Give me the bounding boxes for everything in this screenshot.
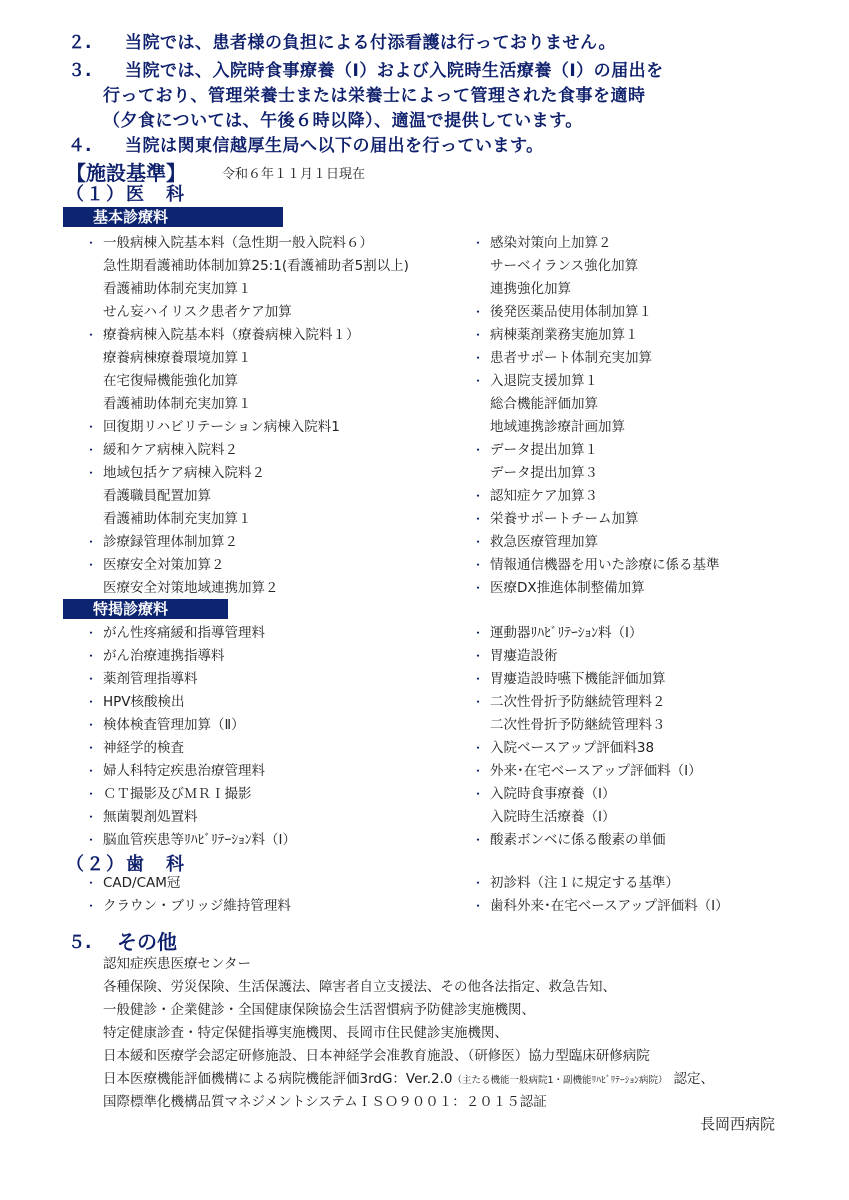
basic-left-item-text: 看護職員配置加算 <box>103 488 211 504</box>
other-line-1: 認知症疾患医療センター <box>103 956 251 972</box>
bullet-icon: ・ <box>472 374 485 388</box>
basic-left-item-text: 診療録管理体制加算２ <box>103 534 238 550</box>
bullet-icon: ・ <box>85 328 98 342</box>
basic-right-item-text: 栄養サポートチーム加算 <box>490 511 639 527</box>
special-left-item-text: HPV核酸検出 <box>103 694 185 710</box>
item3-line2: 行っており、管理栄養士または栄養士によって管理された食事を適時 <box>103 86 646 106</box>
basic-left-item-text: 地域包括ケア病棟入院料２ <box>103 465 265 481</box>
basic-right-item-text: 総合機能評価加算 <box>490 396 598 412</box>
special-left-item <box>85 760 465 783</box>
basic-left-item <box>85 462 465 485</box>
special-left-item-text: 神経学的検査 <box>103 740 184 756</box>
special-left-item-text: ＣＴ撮影及びＭＲＩ撮影 <box>103 786 252 802</box>
basic-right-item <box>472 232 832 255</box>
special-right-item <box>472 714 832 737</box>
special-right-list <box>472 622 832 852</box>
other-line-4: 特定健康診査・特定保健指導実施機関、長岡市住民健診実施機関、 <box>103 1025 508 1041</box>
special-right-item <box>472 737 832 760</box>
dental-left-item <box>85 872 465 895</box>
dental-left-item <box>85 895 465 918</box>
special-right-item <box>472 622 832 645</box>
bullet-icon: ・ <box>472 236 485 250</box>
other-line-5: 日本緩和医療学会認定研修施設、日本神経学会准教育施設、（研修医）協力型臨床研修病院 <box>103 1048 650 1064</box>
hospital-name: 長岡西病院 <box>700 1115 776 1133</box>
basic-left-item <box>85 255 465 278</box>
basic-left-item <box>85 278 465 301</box>
basic-right-item-text: 医療DX推進体制整備加算 <box>490 580 645 596</box>
bullet-icon: ・ <box>85 649 98 663</box>
basic-left-item <box>85 232 465 255</box>
bullet-icon: ・ <box>472 626 485 640</box>
basic-right-item-text: データ提出加算３ <box>490 465 598 481</box>
special-right-item-text: 運動器ﾘﾊﾋﾞﾘﾃｰｼｮﾝ料（Ⅰ） <box>490 625 643 641</box>
basic-left-item <box>85 531 465 554</box>
special-left-item-text: がん治療連携指導料 <box>103 648 225 664</box>
dental-right-item-text: 歯科外来･在宅ベースアップ評価料（Ⅰ） <box>490 898 729 914</box>
dental-right-list <box>472 872 832 918</box>
basic-right-item-text: 患者サポート体制充実加算 <box>490 350 652 366</box>
basic-left-item <box>85 554 465 577</box>
special-right-item-text: 外来･在宅ベースアップ評価料（Ⅰ） <box>490 763 702 779</box>
basic-left-item <box>85 439 465 462</box>
basic-left-item-text: 看護補助体制充実加算１ <box>103 396 252 412</box>
basic-right-item <box>472 370 832 393</box>
item2-text: 当院では、患者様の負担による付添看護は行っておりません。 <box>125 33 617 53</box>
bullet-icon: ・ <box>472 649 485 663</box>
bullet-icon: ・ <box>472 876 485 890</box>
special-right-item-text: 入院時食事療養（Ⅰ） <box>490 786 616 802</box>
basic-right-item <box>472 393 832 416</box>
bullet-icon: ・ <box>472 672 485 686</box>
basic-right-item-text: データ提出加算１ <box>490 442 598 458</box>
item3-line3: （夕食については、午後６時以降）、適温で提供しています。 <box>103 111 583 131</box>
item4-text: 当院は関東信越厚生局へ以下の届出を行っています。 <box>125 136 544 156</box>
basic-right-item-text: 地域連携診療計画加算 <box>490 419 625 435</box>
bullet-icon: ・ <box>85 420 98 434</box>
dental-left-list <box>85 872 465 918</box>
basic-left-item <box>85 347 465 370</box>
basic-left-list <box>85 232 465 600</box>
basic-right-list <box>472 232 832 600</box>
basic-left-item-text: 在宅復帰機能強化加算 <box>103 373 238 389</box>
special-left-item <box>85 645 465 668</box>
dental-left-item-text: CAD/CAM冠 <box>103 875 181 891</box>
special-left-item <box>85 783 465 806</box>
basic-left-item-text: 一般病棟入院基本料（急性期一般入院料６） <box>103 235 373 251</box>
basic-left-item-text: 医療安全対策加算２ <box>103 557 225 573</box>
special-right-item <box>472 668 832 691</box>
basic-right-item <box>472 554 832 577</box>
bullet-icon: ・ <box>472 764 485 778</box>
bullet-icon: ・ <box>472 787 485 801</box>
basic-right-item-text: 入退院支援加算１ <box>490 373 598 389</box>
other-line-6 <box>103 1067 714 1087</box>
item4-number: ４. <box>68 136 92 156</box>
bullet-icon: ・ <box>85 876 98 890</box>
basic-right-item <box>472 324 832 347</box>
basic-right-item <box>472 255 832 278</box>
bullet-icon: ・ <box>472 535 485 549</box>
jcqhc-note: （主たる機能一般病院1・副機能ﾘﾊﾋﾞﾘﾃｰｼｮﾝ病院） <box>452 1075 668 1086</box>
basic-right-item-text: サーベイランス強化加算 <box>490 258 639 274</box>
special-left-item-text: 脳血管疾患等ﾘﾊﾋﾞﾘﾃｰｼｮﾝ料（Ⅰ） <box>103 832 296 848</box>
special-right-item <box>472 783 832 806</box>
special-right-item-text: 胃瘻造設時嚥下機能評価加算 <box>490 671 666 687</box>
special-right-item <box>472 691 832 714</box>
special-left-list <box>85 622 465 852</box>
bullet-icon: ・ <box>85 741 98 755</box>
special-right-item-text: 二次性骨折予防継続管理料３ <box>490 717 666 733</box>
bullet-icon: ・ <box>85 833 98 847</box>
basic-left-item <box>85 393 465 416</box>
basic-right-item <box>472 301 832 324</box>
basic-left-item-text: 回復期リハビリテーション病棟入院料1 <box>103 419 340 435</box>
facility-standards-title: 【施設基準】 <box>66 161 186 185</box>
bullet-icon: ・ <box>472 695 485 709</box>
basic-left-item-text: 療養病棟療養環境加算１ <box>103 350 252 366</box>
basic-right-item <box>472 278 832 301</box>
other-title: その他 <box>117 930 177 954</box>
basic-right-item-text: 感染対策向上加算２ <box>490 235 612 251</box>
special-left-item <box>85 622 465 645</box>
facility-date: 令和６年１１月１日現在 <box>222 167 366 182</box>
special-left-item-text: 無菌製剤処置料 <box>103 809 198 825</box>
special-right-item <box>472 806 832 829</box>
bullet-icon: ・ <box>472 443 485 457</box>
dental-left-item-text: クラウン・ブリッジ維持管理料 <box>103 898 291 914</box>
basic-left-item-text: 看護補助体制充実加算１ <box>103 511 252 527</box>
item2-number: ２. <box>68 33 92 53</box>
bullet-icon: ・ <box>472 558 485 572</box>
bullet-icon: ・ <box>472 833 485 847</box>
basic-fees-band: 基本診療料 <box>63 207 283 227</box>
basic-right-item-text: 後発医薬品使用体制加算１ <box>490 304 652 320</box>
bullet-icon: ・ <box>85 899 98 913</box>
basic-right-item-text: 認知症ケア加算３ <box>490 488 598 504</box>
bullet-icon: ・ <box>85 626 98 640</box>
other-line-7: 国際標準化機構品質マネジメントシステムＩＳＯ９００１：２０１５認証 <box>103 1094 547 1110</box>
basic-left-item-text: 看護補助体制充実加算１ <box>103 281 252 297</box>
special-right-item <box>472 760 832 783</box>
other-line-2: 各種保険、労災保険、生活保護法、障害者自立支援法、その他各法指定、救急告知、 <box>103 979 616 995</box>
jcqhc-suffix: 認定、 <box>673 1071 715 1087</box>
basic-left-item <box>85 508 465 531</box>
bullet-icon: ・ <box>85 443 98 457</box>
special-left-item <box>85 668 465 691</box>
basic-right-item <box>472 485 832 508</box>
basic-left-item <box>85 577 465 600</box>
special-left-item <box>85 737 465 760</box>
special-right-item <box>472 829 832 852</box>
bullet-icon: ・ <box>85 535 98 549</box>
basic-right-item-text: 救急医療管理加算 <box>490 534 598 550</box>
basic-left-item <box>85 370 465 393</box>
bullet-icon: ・ <box>85 695 98 709</box>
dental-right-item <box>472 895 832 918</box>
special-left-item-text: 検体検査管理加算（Ⅱ） <box>103 717 245 733</box>
item3-number: ３. <box>68 61 92 81</box>
bullet-icon: ・ <box>85 672 98 686</box>
bullet-icon: ・ <box>85 466 98 480</box>
item3-line1: 当院では、入院時食事療養（Ⅰ）および入院時生活療養（Ⅰ）の届出を <box>125 61 664 81</box>
special-left-item <box>85 806 465 829</box>
basic-right-item <box>472 462 832 485</box>
bullet-icon: ・ <box>472 741 485 755</box>
special-right-item-text: 胃瘻造設術 <box>490 648 558 664</box>
special-left-item <box>85 691 465 714</box>
special-left-item-text: がん性疼痛緩和指導管理料 <box>103 625 265 641</box>
bullet-icon: ・ <box>472 512 485 526</box>
dental-right-item-text: 初診料（注１に規定する基準） <box>490 875 679 891</box>
basic-right-item-text: 病棟薬剤業務実施加算１ <box>490 327 639 343</box>
bullet-icon: ・ <box>472 351 485 365</box>
dental-right-item <box>472 872 832 895</box>
basic-left-item-text: 急性期看護補助体制加算25:1(看護補助者5割以上) <box>103 258 409 274</box>
bullet-icon: ・ <box>472 899 485 913</box>
special-right-item-text: 二次性骨折予防継続管理料２ <box>490 694 666 710</box>
special-left-item <box>85 829 465 852</box>
basic-right-item-text: 情報通信機器を用いた診療に係る基準 <box>490 557 720 573</box>
basic-right-item <box>472 577 832 600</box>
bullet-icon: ・ <box>85 787 98 801</box>
special-right-item <box>472 645 832 668</box>
basic-left-item-text: 療養病棟入院基本料（療養病棟入院料１） <box>103 327 360 343</box>
basic-right-item <box>472 416 832 439</box>
bullet-icon: ・ <box>472 581 485 595</box>
basic-left-item <box>85 324 465 347</box>
bullet-icon: ・ <box>85 558 98 572</box>
basic-left-item-text: せん妄ハイリスク患者ケア加算 <box>103 304 292 320</box>
other-line-3: 一般健診・企業健診・全国健康保険協会生活習慣病予防健診実施機関、 <box>103 1002 535 1018</box>
special-right-item-text: 入院ベースアップ評価料38 <box>490 740 655 756</box>
special-left-item-text: 薬剤管理指導料 <box>103 671 198 687</box>
item5-number: ５. <box>68 933 92 953</box>
special-left-item <box>85 714 465 737</box>
basic-left-item <box>85 416 465 439</box>
basic-left-item <box>85 485 465 508</box>
special-right-item-text: 入院時生活療養（Ⅰ） <box>490 809 616 825</box>
basic-right-item <box>472 508 832 531</box>
bullet-icon: ・ <box>472 489 485 503</box>
special-fees-band: 特掲診療料 <box>63 599 228 619</box>
basic-right-item-text: 連携強化加算 <box>490 281 571 297</box>
basic-left-item <box>85 301 465 324</box>
bullet-icon: ・ <box>85 764 98 778</box>
bullet-icon: ・ <box>85 810 98 824</box>
special-right-item-text: 酸素ボンベに係る酸素の単価 <box>490 832 666 848</box>
jcqhc-text: 日本医療機能評価機構による病院機能評価3rdG：Ver.2.0 <box>103 1071 453 1087</box>
medical-section-title: （１）医 科 <box>66 184 186 205</box>
basic-left-item-text: 医療安全対策地域連携加算２ <box>103 580 279 596</box>
basic-right-item <box>472 347 832 370</box>
basic-right-item <box>472 439 832 462</box>
special-left-item-text: 婦人科特定疾患治療管理料 <box>103 763 265 779</box>
bullet-icon: ・ <box>85 718 98 732</box>
bullet-icon: ・ <box>85 236 98 250</box>
basic-left-item-text: 緩和ケア病棟入院料２ <box>103 442 238 458</box>
bullet-icon: ・ <box>472 305 485 319</box>
basic-right-item <box>472 531 832 554</box>
bullet-icon: ・ <box>472 328 485 342</box>
dental-section-title: （２）歯 科 <box>66 854 186 875</box>
